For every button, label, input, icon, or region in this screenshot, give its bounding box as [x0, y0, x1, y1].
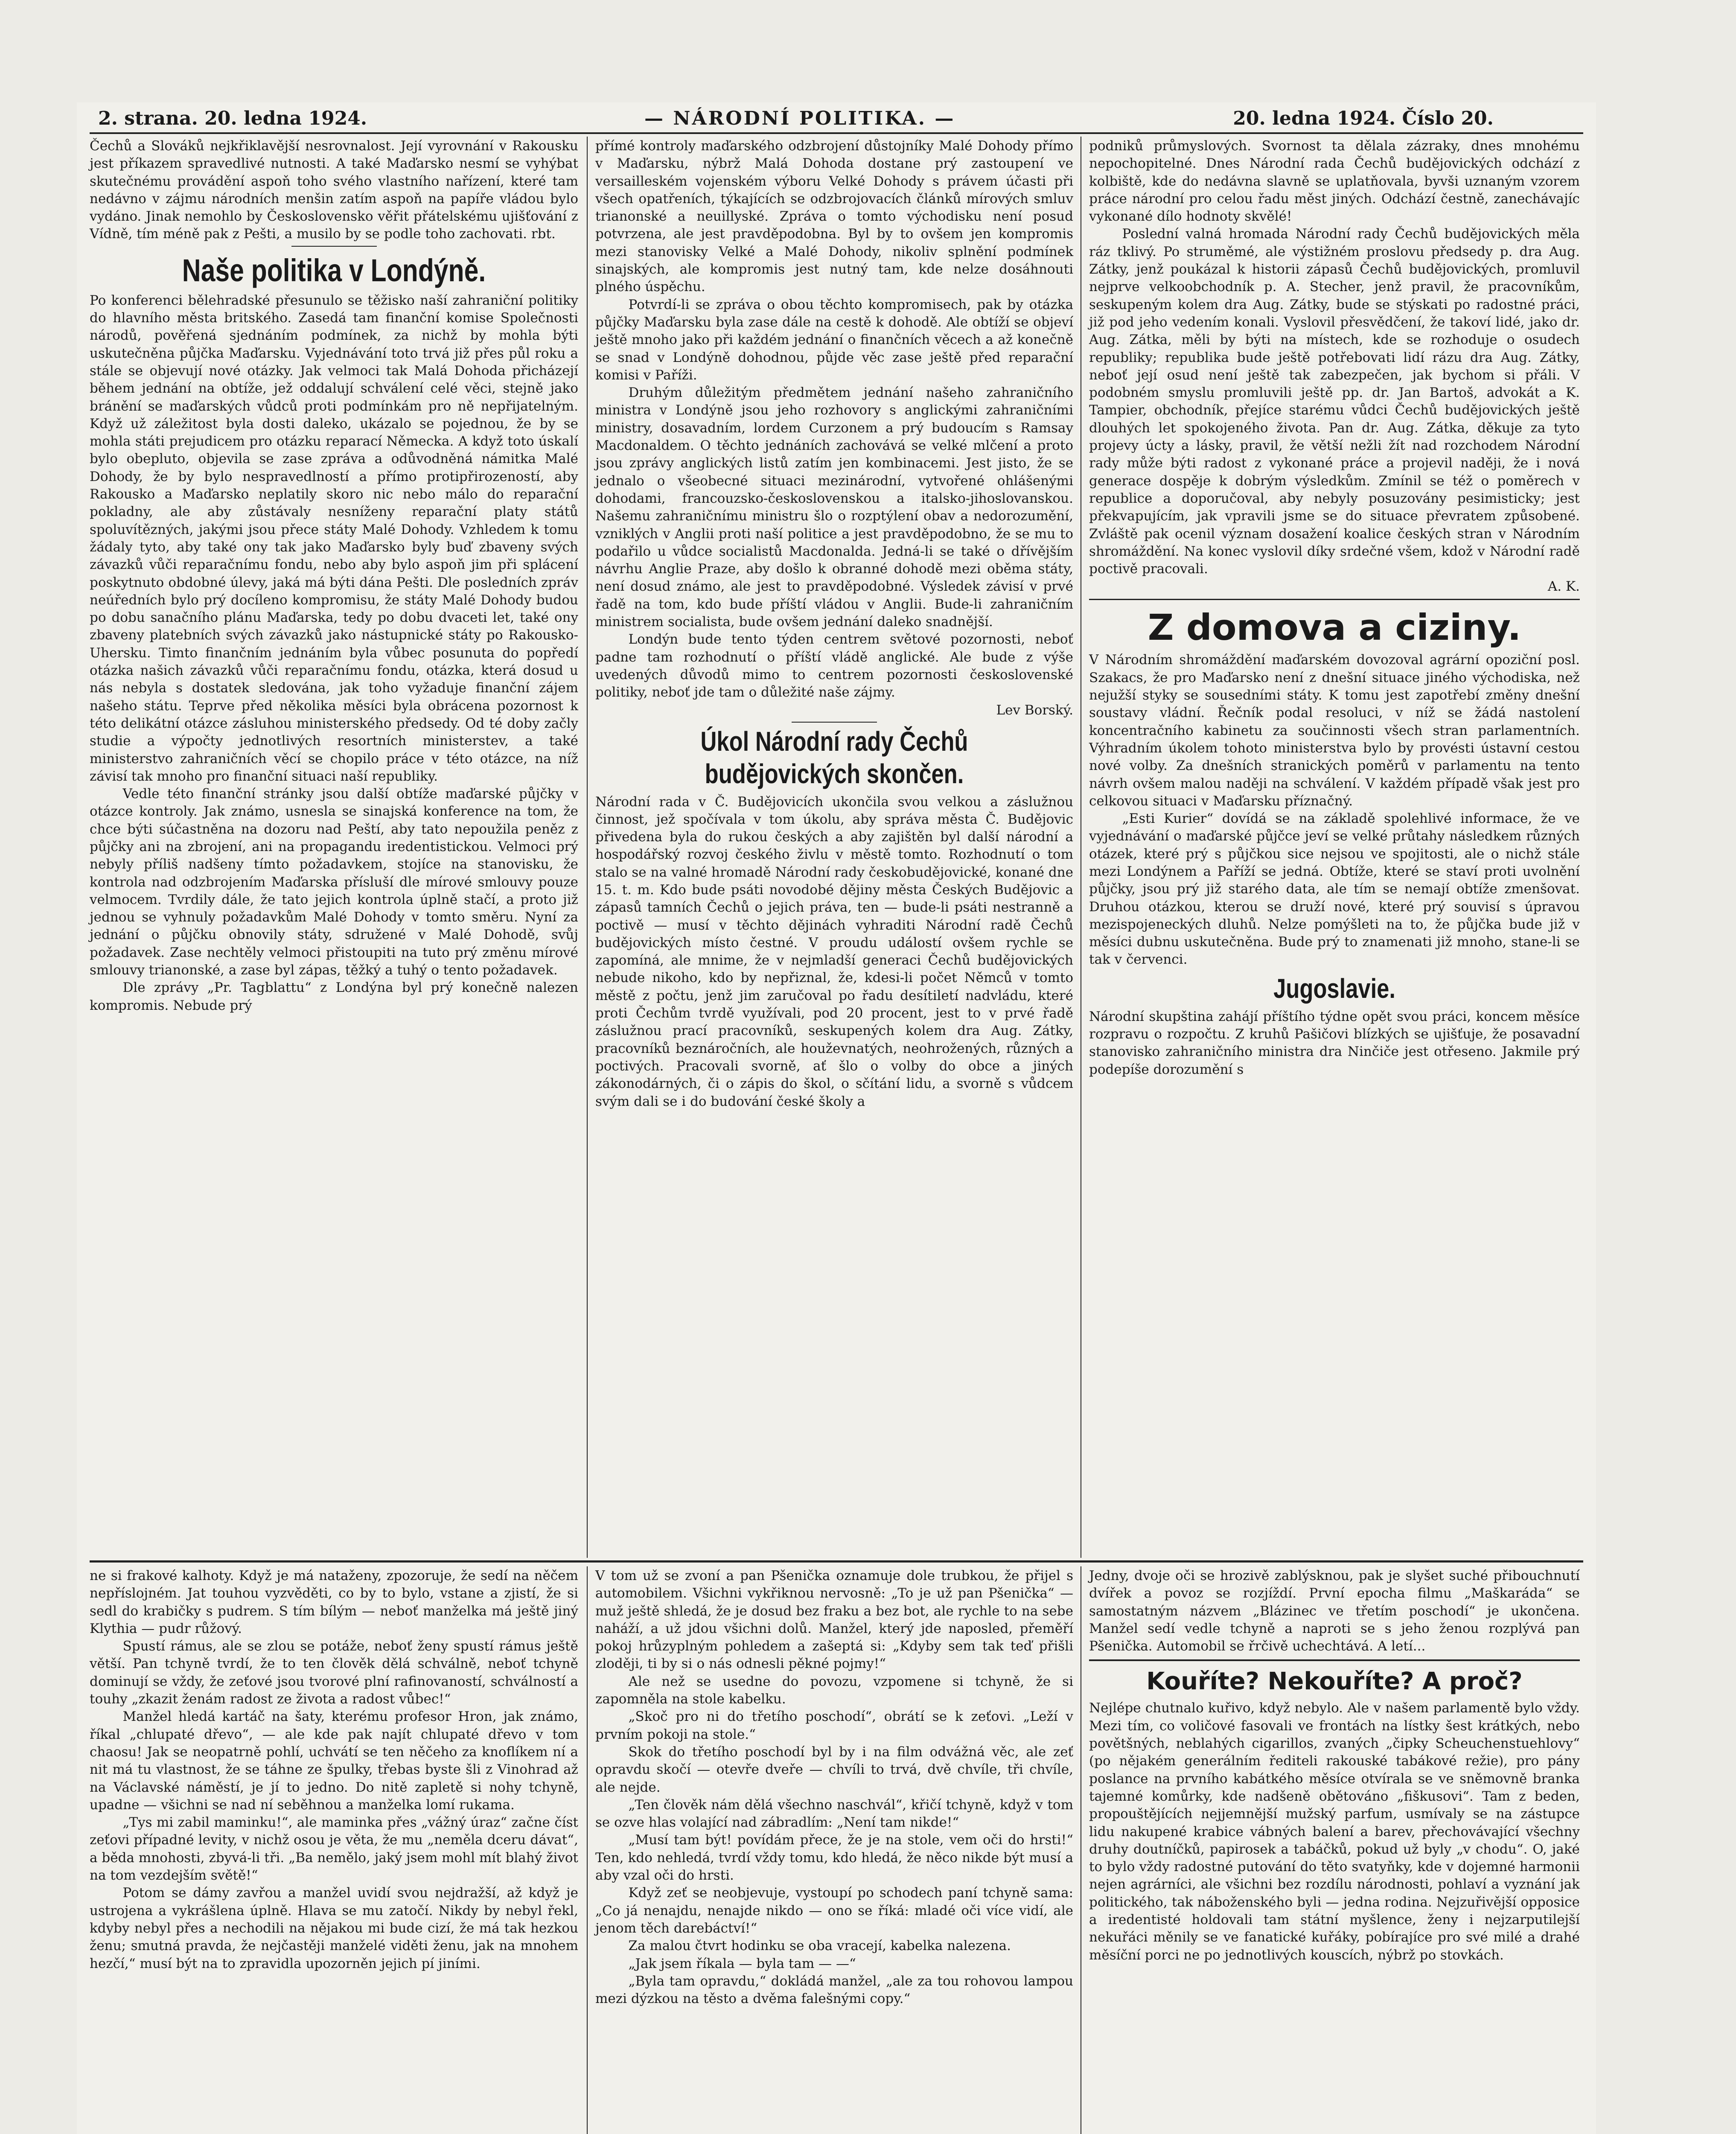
article-headline: Naše politika v Londýně. [182, 252, 486, 288]
author-signature: A. K. [1547, 579, 1580, 595]
article-paragraph: podniků průmyslových. Svornost ta dělala zázraky, dnes mnohému nepochopitelné. Dnes Národní rada Čechů budějovických odchází z kolbiště, kde do nedávna slavně se uplatňovala, byvši uznaným vzorem práce národní pro celou řadu měst jiných. Odchází čestně, zanechávajíc vykonané dílo hodnoty skvělé! [1089, 138, 1580, 224]
article-nase-politika [90, 249, 578, 1015]
article-paragraph: Po konferenci bělehradské přesunulo se těžisko naší zahraniční politiky do hlavního města britského. Zasedá tam finanční komise Společnosti národů, pověřená sjednáním podmínek, za nichž by mohla býti uskutečněna půjčka Maďarsku. Vyjednávání toto trvá již přes půl roku a stále se objevují nové otázky. Jak velmoci tak Malá Dohoda přicházejí během jednání na obtíže, jež oddalují schválení celé věci, stejně jako bránění se maďarských vůdců proti podmínkám pro ně nepřijatelným. Když už záležitost byla dosti daleko, ukázalo se pojednou, že by se mohla státi prejudicem pro otázku reparací Německa. A když toto úskalí bylo obepluto, objevila se zase zpráva a odůvodněná námitka Malé Dohody, že by bylo nespravedlností a přímo protipřirozeností, aby Rakousko a Maďarsko neplatily skoro nic nebo málo do reparační pokladny, ale aby zůstávaly nesníženy reparační platy států spoluvítězných, jakými jsou přece státy Malé Dohody. Vzhledem k tomu žádaly tyto, aby také ony tak jako Maďarsko byly buď zbaveny svých závazků vůči reparačnímu fondu, nebo aby bylo aspoň jim při splácení poskytnuto obdobné úlevy, jaká má býti dána Pešti. Dle posledních zpráv neúředních bylo prý docíleno kompromisu, že státy Malé Dohody budou po dobu sanačního plánu Maďarska, tedy po dobu dvaceti let, také ony zbaveny platebních svých závazků jako nástupnické státy po Rakousko-Uhersku. Timto finančním jednáním byla vůbec posunuta do popředí otázka našich závazků vůči reparačnímu fondu, otázka, která dosud u nás nebyla s dostatek sledována, jak toho vyžaduje finanční zájem našeho státu. Teprve před několika měsíci byla obrácena pozornost k této delikátní otázce zásluhou ministerského předsedy. Od té doby začly studie a výpočty jednotlivých resortních ministerstev, a také ministerstvo zahraničních věcí se chopilo práce v této otázce, na níž závisí tak mnoho pro finanční situaci naší republiky. [90, 292, 578, 784]
article-paragraph: Dle zprávy „Pr. Tagblattu“ z Londýna byl prý konečně nalezen kompromis. Nebude prý [90, 980, 578, 1013]
feuilleton-column-3 [1089, 1567, 1580, 1964]
feuilleton-column-2 [595, 1567, 1073, 2008]
article-paragraph: Národní rada v Č. Budějovicích ukončila svou velkou a záslužnou činnost, jež spočívala v tom úkolu, aby správa města Č. Budějovic přivedena byla do rukou českých a aby zajištěn byl další národní a hospodářský rozvoj českého živlu v městě tomto. Rozhodnutí o tom stalo se na valné hromadě Národní rady českobudějovické, konané dne 15. t. m. Kdo bude psáti novodobé dějiny města Českých Budějovic a zápasů tamních Čechů o jejich práva, ten — bude-li psáti nestranně a poctivě — musí v těchto dějinách vyhraditi Národní radě Čechů budějovických místo čestné. V proudu událostí ovšem rychle se zapomíná, ale mnime, že v nejmladší generaci Čechů budějovických nebude nikoho, kdo by nepřiznal, že, kdesi-li počet Němců v tomto městě z počtu, jenž jim zaručoval po řadu desítiletí nadvládu, které proti Čechům tvrdě využívali, pod 20 procent, jest to v prvé řadě záslužnou prací pracovníků, seskupených kolem dra Aug. Zátky, pracovníků beznáročních, ale houževnatých, neohrožených, různých a poctivých. Pracovali svorně, ať šlo o volby do obce a jiných zákonodárných, či o zápis do škol, o sčítání lidu, a svorně s vůdcem svým dali se i do budování české školy a [595, 794, 1073, 1109]
article-nase-politika-cont [595, 137, 1073, 719]
author-signature: Lev Borský. [996, 702, 1073, 718]
article-paragraph: Nejlépe chutnalo kuřivo, když nebylo. Ale v našem parlamentě bylo vždy. Mezi tím, co voličové fasovali ve frontách na lístky šest krátkých, nebo povětšných, neblahých cigarillos, zvaných „čipky Scheuchenstuehlovy“ (po nějakém generálním řediteli rakouské tabákové režie), pro pány poslance na prvního kabátkého měsíce otvírala se ve sněmovně branka tajemné komůrky, kde nadšeně obětováno „fiškusovi“. Tam z beden, propouštějících nejjemnější mužský parfum, usmívaly se na zástupce lidu nakupené krabice vábných balení a barev, přechovávající všechny druhy doutníčků, papirosek a tabáčků, pokud už byly „v chodu“. O, jaké to bylo vždy radostné putování do těto svatyňky, kde v dojemné harmonii nejen agrárníci, ale všichni bez rozdílu národnosti, pohlaví a vyznání jak politického, tak náboženského byli — jedna rodina. Nejzuřivější opposice a iredentisté holdovali tam státní myšlence, ženy i nejzarputilejší nekuřáci měnily se ve fanatické kuřáky, pobírajíce pro své milé a drahé měsíční porci ne po jednotlivých kouscích, nýbrž po stovkách. [1089, 1700, 1580, 1963]
article-headline: Úkol Národní rady Čechů budějovických skončen. [700, 726, 968, 789]
column-1 [90, 137, 578, 1015]
page-header-right: 20. ledna 1924. Číslo 20. [1233, 108, 1494, 129]
article-paragraph: Vedle této finanční stránky jsou další obtíže maďarské půjčky v otázce kontroly. Jak známo, usnesla se sinajská konference na tom, že chce býti súčastněna na dozoru nad Peští, aby tato nepoužila peněz z půjčky ani na zbrojení, ani na propagandu iredentistickou. Velmoci prý nebyly příliš nadšeny tímto požadavkem, stojíce na stanovisku, že kontrola nad odzbrojením Maďarska přísluší dle mírové smlouvy pouze velmocem. Tvrdily dále, že tato jejich kontrola úplně stačí, a proto již jednou se vyhnuly požadavkům Malé Dohody v tomto směru. Nyní za jednání o půjčku obnovily státy, sdružené v Malé Dohodě, svůj požadavek. Zase nechtěly velmoci přistoupiti na tuto prý změnu mírové smlouvy trianonské, a zase byl zápas, těžký a tuhý o tento požadavek. [90, 786, 578, 978]
article-paragraph: Potvrdí-li se zpráva o obou těchto kompromisech, pak by otázka půjčky Maďarsku byla zase dále na cestě k dohodě. Ale obtíží se objeví ještě mnoho jako při každém jednání o finančních věcech a až konečně se snad v Londýně dohodnou, půjde věc zase ještě před reparační komisi v Paříži. [595, 297, 1073, 383]
article-paragraph: přímé kontroly maďarského odzbrojení důstojníky Malé Dohody přímo v Maďarsku, nýbrž Malá Dohoda dostane prý zastoupení ve versailleském vojenském výboru Velké Dohody s právem účasti při všech opatřeních, týkajících se odzbrojovacích článků mírových smluv trianonské a neuillyské. Zpráva o tomto východisku není posud potvrzena, ale jest pravděpodobna. Byl by to ovšem jen kompromis mezi stanovisky Velké a Malé Dohody, nikoliv splnění podmínek sinajských, ale kompromis jest nutný tam, kde nelze dosáhnouti plného úspěchu. [595, 138, 1073, 295]
article-divider [291, 246, 377, 247]
article-jugoslavie [1089, 969, 1580, 1079]
column-divider [587, 137, 588, 1558]
section-headline: Z domova a ciziny. [1148, 606, 1521, 649]
article-continuation [90, 137, 578, 243]
feuilleton-paragraph: „Tys mi zabil maminku!“, ale maminka přes „vážný úraz“ začne číst zeťovi případné levity, v nichž osou je věta, že mu „neměla dceru dávat“, a běda mnohosti, zbyvá-li tři. „Ba nemělo, jaký jsem mohl mít blahý život na tom vezdejším světě!“ [90, 1815, 578, 1883]
page-header-title: — NÁRODNÍ POLITIKA. — [644, 108, 955, 129]
feuilleton-paragraph: ne si frakové kalhoty. Když je má nataženy, zpozoruje, že sedí na něčem nepříslojném. Jat touhou vyzvěděti, co by to bylo, vstane a zjistí, že si sedl do krabičky s pudrem. S tím bílým — neboť manželka má ještě jiný Klythia — pudr růžový. [90, 1568, 578, 1636]
article-paragraph: Druhým důležitým předmětem jednání našeho zahraničního ministra v Londýně jsou jeho rozhovory s anglickými zahraničními ministry, dosavadním, lordem Curzonem a prý budoucím s Ramsay Macdonaldem. O těchto jednáních zachovává se velké mlčení a proto jsou zprávy anglických listů zatím jen kombinacemi. Jest jisto, že se jednalo o všeobecné situaci mezinárodní, vytvořené ohlášenými dohodami, francouzsko-československou a italsko-jihoslovanskou. Našemu zahraničnímu ministru šlo o rozptýlení obav a nedorozumění, vzniklých v Anglii proti naší politice a jest pravděpodobno, že se mu to podařilo u vůdce socialistů Macdonalda. Jedná-li se také o dřívějším návrhu Anglie Praze, aby došlo k obranné dohodě mezi oběma státy, není dosud známo, ale jest to pravděpodobné. Výsledek závisí v prvé řadě na tom, kdo bude příští vládou v Anglii. Bude-li zahraničním ministrem socialista, bude ovšem jednání daleko snadnější. [595, 385, 1073, 630]
article-paragraph: Čechů a Slováků nejkřiklavější nesrovnalost. Její vyrovnání v Rakousku jest příkazem spravedlivé nutnosti. A také Maďarsko nesmí se vyhýbat skutečnému provádění aspoň toho svého vlastního nařízení, které tam nedávno v zájmu národních menšin zatím aspoň na papíře vládou bylo vydáno. Jinak nemohlo by Československo věřit přátelskému ujišťování z Vídně, tím méně pak z Pešti, a musilo by se podle toho zachovati. rbt. [90, 138, 578, 242]
feuilleton-paragraph: „Ten člověk nám dělá všechno naschvál“, křičí tchyně, když v tom se ozve hlas volající nad zábradlím: „Není tam nikde!“ [595, 1797, 1073, 1831]
column-divider [587, 1566, 588, 2134]
feuilleton-paragraph: Za malou čtvrt hodinku se oba vracejí, kabelka nalezena. [628, 1938, 1011, 1954]
feuilleton-paragraph: „Byla tam opravdu,“ dokládá manžel, „ale za tou rohovou lampou mezi dýzkou na těsto a dvěma falešnými copy.“ [595, 1973, 1073, 2007]
feuilleton-paragraph: Jedny, dvoje oči se hrozivě zablýsknou, pak je slyšet suché přibouchnutí dvířek a povoz se rozjíždí. První epocha filmu „Maškaráda“ se samostatným názvem „Blázinec ve třetím poschodí“ je ukončena. Manžel sedí vedle tchyně a naproti se s jeho ženou rozplývá pan Pšenička. Automobil se řrčivě uchechtává. A letí... [1089, 1568, 1580, 1654]
section-rule [1089, 1659, 1580, 1661]
feuilleton-paragraph: Spustí rámus, ale se zlou se potáže, neboť ženy spustí rámus ještě větší. Pan tchyně tvrdí, že to ten člověk dělá schválně, neboť tchyně dominují se vždy, že zeťové jsou tvorové plní rafinovaností, schválností a touhy „zkazit ženám radost ze života a radost vůbec!“ [90, 1638, 578, 1707]
feuilleton-paragraph: Ale než se usedne do povozu, vzpomene si tchyně, že si zapomněla na stole kabelku. [595, 1673, 1073, 1707]
feuilleton-column-1 [90, 1567, 578, 1973]
feuilleton-paragraph: Manžel hledá kartáč na šaty, kterému profesor Hron, jak známo, říkal „chlupaté dřevo“, — ale kde pak najít chlupaté dřevo v tom chaosu! Jak se neopatrně pohlí, uchvátí se ten něčeho za knoflíkem ní a nit má tu vlastnost, že se táhne ze špulky, třebas byste šli z Vinohrad až na Václavské náměstí, je jí to jedno. Do nitě zapletě si nohy tchyně, upadne — všichni se nad ní seběhnou a manželka lomí rukama. [90, 1709, 578, 1813]
column-2 [595, 137, 1073, 1111]
article-z-domova [1089, 603, 1580, 968]
newspaper-page [77, 102, 1596, 2134]
article-paragraph: Poslední valná hromada Národní rady Čechů budějovických měla ráz tklivý. Po struměmé, ale výstižném proslovu předsedy p. dra Aug. Zátky, jenž poukázal k historii zápasů Čechů budějovických, promluvil nejprve velkoobchodník p. A. Stecher, jenž pravil, že pracovníkům, seskupeným kolem dra Aug. Zátky, bude se stýskati po radostné práci, již pod jeho vedením konali. Vyslovil přesvědčení, že takoví lidé, jako dr. Aug. Zátka, měli by býti na místech, kde se rozhoduje o osudech republiky; republika bude ještě potřebovati lidí rázu dra Aug. Zátky, neboť její osud není ještě tak zabezpečen, jak bychom si přáli. V podobném smyslu promluvili ještě pp. dr. Jan Bartoš, advokát a K. Tampier, obchodník, přejíce starému vůdci Čechů budějovických ještě dlouhých let spokojeného života. Pan dr. Aug. Zátka, děkuje za tyto projevy úcty a lásky, pravil, že větší nežli žít nad rozchodem Národní rady může býti radost z vykonané práce a projevil naději, že i nová generace dospěje k dobrým výsledkům. Zmínil se též o poměrech v republice a doporučoval, aby nebyly posuzovány pesimisticky; jest překvapujícím, jak vpravili jsme se do situace převratem způsobené. Zvláště pak ocenil význam dosažení koalice českých stran v Národním shromáždění. Na konec vyslovil díky srdečné všem, kdož v Národní radě poctivě pracovali. [1089, 226, 1580, 577]
feuilleton-paragraph: Když zeť se neobjevuje, vystoupí po schodech paní tchyně sama: „Co já nenajdu, nenajde nikdo — ono se říká: mladé oči více vidí, ale jenom těch darebáctví!“ [595, 1885, 1073, 1936]
feuilleton-paragraph: V tom už se zvoní a pan Pšenička oznamuje dole trubkou, že přijel s automobilem. Všichni vykřiknou nervosně: „To je už pan Pšenička“ — muž ještě shledá, že je dosud bez fraku a bez bot, ale rychle to na sebe naháží, a už jdou všichni dolů. Manžel, který jde naposled, přeměří pokoj hrůzyplným pohledem a zašeptá si: „Kdyby sem tak teď přišli zloději, ti by si o nás odnesli pěkné pojmy!“ [595, 1568, 1073, 1672]
feuilleton-paragraph: Potom se dámy zavřou a manžel uvidí svou nejdražší, až když je ustrojena a vykrášlena úplně. Hlava se mu zatočí. Nikdy by nebyl řekl, kdyby nebyl přes a nechodili na nějakou mi bude cizí, že má tak hezkou ženu; smutná pravda, že nejčastěji manželé viděti ženu, jak na mnohem hezčí,“ musí být na to zpravidla upozorněn jejich pí jiními. [90, 1885, 578, 1971]
article-paragraph: „Esti Kurier“ dovídá se na základě spolehlivé informace, že ve vyjednávání o maďarské půjčce jeví se velké průtahy následkem různých otázek, které prý s půjčkou sice nejsou ve spojitosti, ale o nichž stále mezi Londýnem a Paříží se jedná. Obtíže, které se staví proti uvolnění půjčky, jsou prý již starého data, ale tím se nemají obtíže zmenšovat. Druhou otázkou, kterou se druží nové, které prý souvisí s úpravou mezispojeneckých dluhů. Nelze pomýšleti na to, že půjčka bude již v měsíci dubnu uskutečněna. Bude prý to znamenati již mnoho, stane-li se tak v červenci. [1089, 811, 1580, 968]
article-ukol-narodni-rady [595, 725, 1073, 1111]
subsection-headline: Jugoslavie. [1273, 973, 1395, 1004]
header-rule [90, 132, 1583, 134]
subsection-headline: Kouříte? Nekouříte? A proč? [1146, 1668, 1523, 1696]
feuilleton-paragraph: Skok do třetího poschodí byl by i na film odvážná věc, ale zeť opravdu skočí — otevře dveře — chvíli to trvá, dvě chvíle, tři chvíle, ale nejde. [595, 1744, 1073, 1795]
feuilleton-rule [90, 1560, 1583, 1563]
article-divider [792, 722, 877, 723]
feuilleton-paragraph: „Musí tam být! povídám přece, že je na stole, vem oči do hrsti!“ Ten, kdo nehledá, tvrdí vždy tomu, kdo hledá, že něco nikde být musí a aby vzal oči do hrsti. [595, 1832, 1073, 1883]
article-ukol-cont [1089, 137, 1580, 595]
article-paragraph: Národní skupština zahájí příštího týdne opět svou práci, koncem měsíce rozpravu o rozpočtu. Z kruhů Pašičovi blízkých se ujišťuje, že posavadní stanovisko zahraničního ministra dra Ninčiče jest otřeseno. Jakmile prý podepíše dorozumění s [1089, 1009, 1580, 1077]
feuilleton-paragraph: „Skoč pro ni do třetího poschodí“, obrátí se k zeťovi. „Leží v prvním pokoji na stole.“ [595, 1709, 1073, 1742]
article-paragraph: Londýn bude tento týden centrem světové pozornosti, neboť padne tam rozhodnutí o příští vládě anglické. Ale bude z výše uvedených důvodů mimo to centrem pozornosti československé politiky, neboť jde tam o důležité naše zájmy. [595, 632, 1073, 700]
article-paragraph: V Národním shromáždění maďarském dovozoval agrární opoziční posl. Szakacs, že pro Maďarsko není z dnešní situace jiného východiska, než nejužší styky se sousedními státy. K tomu jest zapotřebí změny dnešní soustavy vládní. Řečník podal resoluci, v níž se žádá nastolení koncentračního kabinetu za součinnosti všech stran parlamentních. Výhradním úkolem tohoto ministerstva bylo by provésti ústavní cestou nové volby. Za dnešních stranických poměrů v parlamentu na tento návrh ovšem malou naději na schválení. V každém případě však jest pro celkovou situaci v Maďarsku příznačný. [1089, 652, 1580, 809]
column-3 [1089, 137, 1580, 1079]
page-header-left: 2. strana. 20. ledna 1924. [98, 108, 367, 129]
feuilleton-paragraph: „Jak jsem říkala — byla tam — —“ [628, 1956, 856, 1971]
section-rule [1089, 599, 1580, 600]
